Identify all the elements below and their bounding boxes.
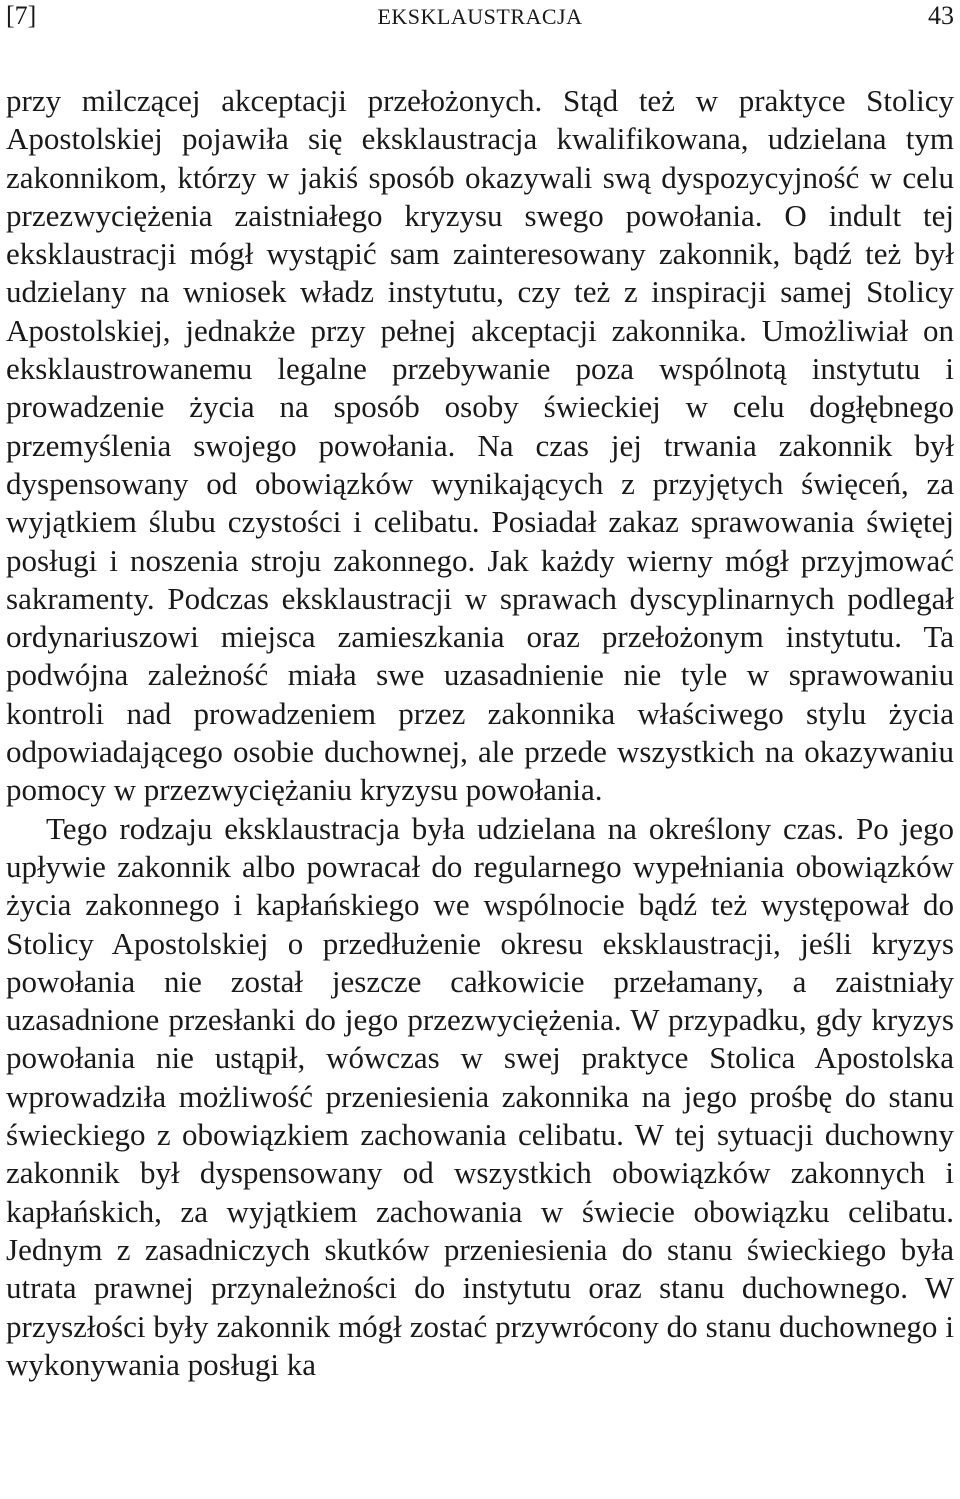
running-header [6,0,954,40]
page-number: 43 [928,1,954,30]
paragraph-2: Tego rodzaju eksklaustracja była udzielana na określony czas. Po jego upływie zakonnik albo powracał do regularnego wypełniania obowiązków życia zakonnego i kapłańskiego we wspólnocie bądź też występował do Stolicy Apostolskiej o przedłużenie okresu eksklaustracji, jeśli kryzys powołania nie został jeszcze całkowicie przełamany, a zaistniały uzasadnione przesłanki do jego przezwyciężenia. W przypadku, gdy kryzys powołania nie ustąpił, wówczas w swej praktyce Stolica Apostolska wprowadziła możliwość przeniesienia zakonnika na jego prośbę do stanu świeckiego z obowiązkiem zachowania celibatu. W tej sytuacji duchowny zakonnik był dyspensowany od wszystkich obowiązków zakonnych i kapłańskich, za wyjątkiem zachowania w świecie obowiązku celibatu. Jednym z zasadniczych skutków przeniesienia do stanu świeckiego była utrata prawnej przynależności do instytutu oraz stanu duchownego. W przyszłości były zakonnik mógł zostać przywrócony do stanu duchownego i wykonywania posługi ka [6,810,954,1382]
paragraph-1: przy milczącej akceptacji przełożonych. Stąd też w praktyce Stolicy Apostolskiej pojawiła się eksklaustracja kwalifikowana, udzielana tym zakonnikom, którzy w jakiś sposób okazywali swą dyspozycyjność w celu przezwyciężenia zaistniałego kryzysu swego powołania. O indult tej eksklaustracji mógł wystąpić sam zainteresowany zakonnik, bądź też był udzielany na wniosek władz instytutu, czy też z inspiracji samej Stolicy Apostolskiej, jednakże przy pełnej akceptacji zakonnika. Umożliwiał on eksklaustrowanemu legalne przebywanie poza wspólnotą instytutu i prowadzenie życia na sposób osoby świeckiej w celu dogłębnego przemyślenia swojego powołania. Na czas jej trwania zakonnik był dyspensowany od obowiązków wynikających z przyjętych święceń, za wyjątkiem ślubu czystości i celibatu. Posiadał zakaz sprawowania świętej posługi i noszenia stroju zakonnego. Jak każdy wierny mógł przyjmować sakramenty. Podczas eksklaustracji w sprawach dyscyplinarnych podlegał ordynariuszowi miejsca zamieszkania oraz przełożonym instytutu. Ta podwójna zależność miała swe uzasadnienie nie tyle w sprawowaniu kontroli nad prowadzeniem przez zakonnika właściwego stylu życia odpowiadającego osobie duchownej, ale przede wszystkich na okazywaniu pomocy w przezwyciężaniu kryzysu powołania. [6,83,954,808]
body-text [6,82,954,1384]
section-reference: [7] [6,1,37,30]
running-title: EKSKLAUSTRACJA [377,4,583,29]
